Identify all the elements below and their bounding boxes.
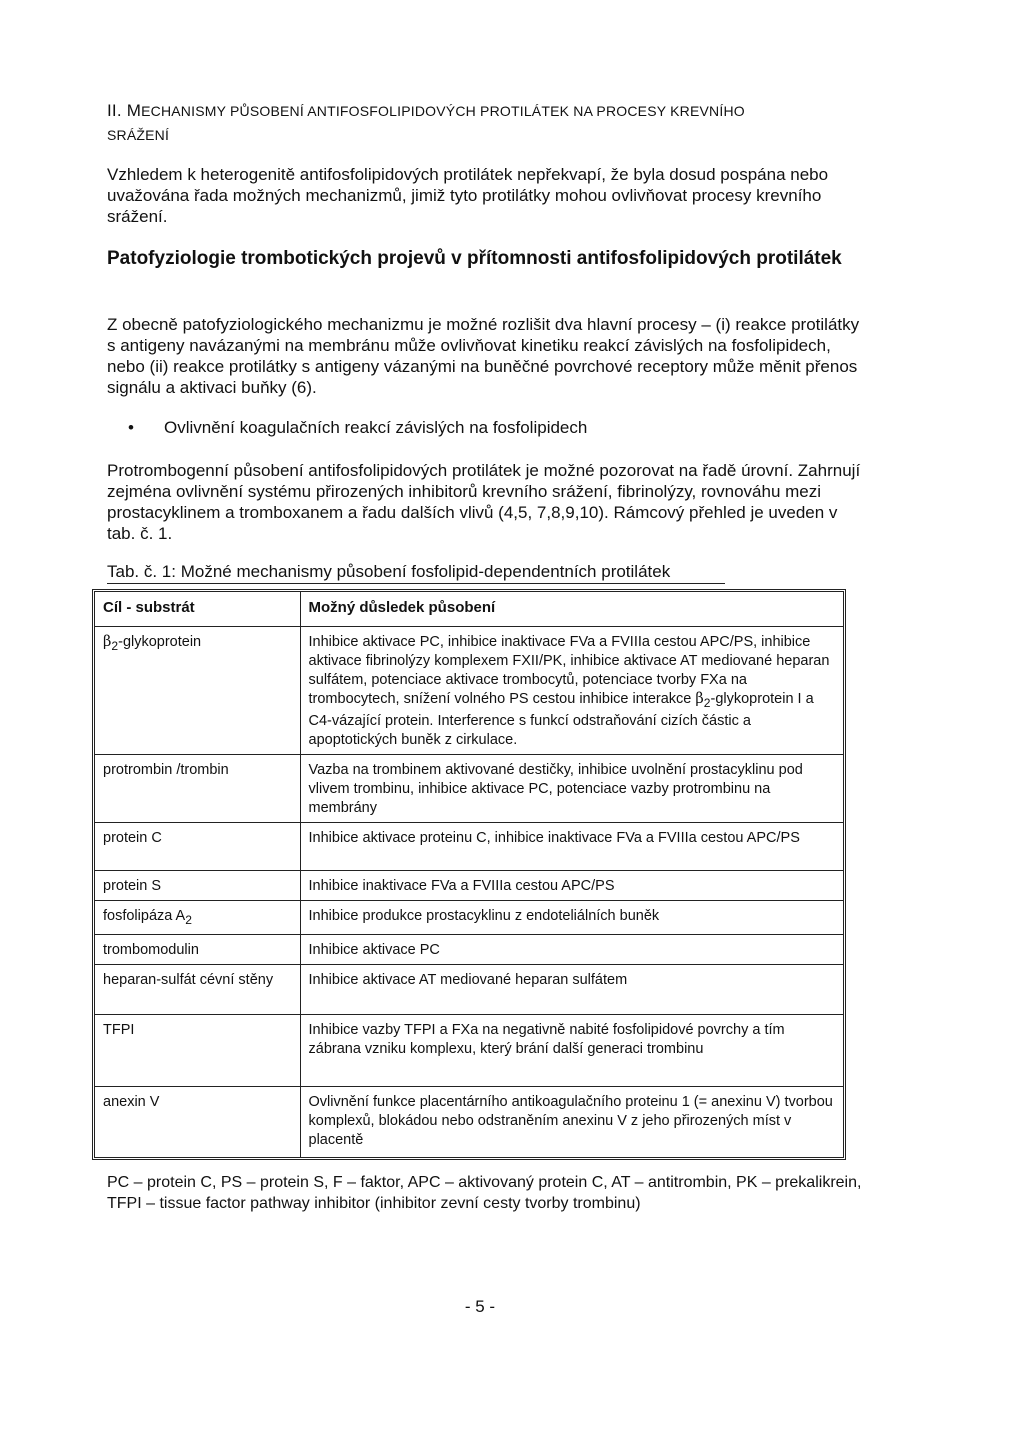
subscript: 2 [185, 913, 192, 928]
subsection-heading: Patofyziologie trombotických projevů v přítomnosti antifosfolipidových protilátek [107, 248, 842, 269]
caption-underline [107, 583, 725, 584]
table-row [95, 935, 843, 965]
table-row [95, 1087, 843, 1157]
table-caption [107, 561, 867, 582]
beta-symbol: β [695, 690, 704, 707]
subscript: 2 [111, 638, 119, 653]
cell-target: protein S [95, 871, 300, 901]
cell-target: protein C [95, 823, 300, 871]
cell-effect: Inhibice produkce prostacyklinu z endoteliálních buněk [300, 901, 843, 935]
beta-symbol: β [103, 633, 112, 650]
cell-effect-text: Inhibice aktivace PC, inhibice inaktivace FVa a FVIIIa cestou APC/PS, inhibice aktivace fibrinolýzy komplexem FXII/PK, inhibice aktivace AT mediované heparan sulfátem, potenciace aktivace trombocytů, potenciace tvorby FXa na trombocytech, snížení volného PS cestou inhibice interakce [308, 633, 830, 707]
cell-effect: Inhibice inaktivace FVa a FVIIIa cestou APC/PS [300, 871, 843, 901]
intro-paragraph: Vzhledem k heterogenitě antifosfolipidových protilátek nepřekvapí, že byla dosud pospána nebo uvažována řada možných mechanizmů, jimiž tyto protilátky mohou ovlivňovat procesy krevního srážení. [107, 165, 829, 226]
cell-effect: Inhibice vazby TFPI a FXa na negativně nabité fosfolipidové povrchy a tím zábrana vzniku komplexu, který brání další generaci trombinu [300, 1015, 843, 1087]
table-caption-text: Tab. č. 1: Možné mechanismy působení fosfolipid-dependentních protilátek [107, 562, 671, 581]
cell-effect: Inhibice aktivace AT mediované heparan sulfátem [300, 965, 843, 1015]
cell-target: trombomodulin [95, 935, 300, 965]
table-row [95, 1015, 843, 1087]
section-title [107, 99, 867, 147]
cell-target: TFPI [95, 1015, 300, 1087]
cell-target-text: -glykoprotein [118, 633, 202, 650]
cell-target [95, 901, 300, 935]
table-row [95, 965, 843, 1015]
bullet-text: Ovlivnění koagulačních reakcí závislých na fosfolipidech [164, 418, 588, 437]
table-row [95, 823, 843, 871]
table-header-row [95, 592, 843, 626]
cell-effect [300, 626, 843, 755]
cell-effect-text: -glykoprotein I a C4-vázající protein. Interference s funkcí odstraňování cizích částic a apoptotických buněk z cirkulace. [308, 690, 814, 749]
table-row [95, 755, 843, 823]
paragraph-prothrombogenic: Protrombogenní působení antifosfolipidových protilátek je možné pozorovat na řadě úrovní. Zahrnují zejména ovlivnění systému přirozených inhibitorů krevního srážení, fibrinolýzy, rovnováhu mezi prostacyklinem a tromboxanem a řadu dalších vlivů (4,5, 7,8,9,10). Rámcový přehled je uveden v tab. č. 1. [107, 461, 861, 543]
cell-effect: Ovlivnění funkce placentárního antikoagulačního proteinu 1 (= anexinu V) tvorbou komplexů, blokádou nebo odstraněním anexinu V z jeho přirozených míst v placentě [300, 1087, 843, 1157]
subscript: 2 [703, 695, 711, 710]
header-effect: Možný důsledek působení [300, 592, 843, 626]
bullet-symbol: • [128, 418, 134, 437]
mechanisms-table-frame [92, 589, 846, 1160]
mechanisms-table [95, 592, 843, 1157]
cell-effect: Inhibice aktivace proteinu C, inhibice inaktivace FVa a FVIIIa cestou APC/PS [300, 823, 843, 871]
table-row [95, 871, 843, 901]
cell-effect: Vazba na trombinem aktivované destičky, inhibice uvolnění prostacyklinu pod vlivem trombinu, inhibice aktivace PC, potenciace vazby protrombinu na membrány [300, 755, 843, 823]
header-target: Cíl - substrát [95, 592, 300, 626]
table-row [95, 626, 843, 755]
cell-target: heparan-sulfát cévní stěny [95, 965, 300, 1015]
section-title-initial: M [126, 101, 142, 120]
page-number: - 5 - [464, 1297, 496, 1316]
cell-target: protrombin /trombin [95, 755, 300, 823]
cell-target: anexin V [95, 1087, 300, 1157]
cell-target-text: fosfolipáza A [103, 908, 186, 925]
paragraph-pathophysiology: Z obecně patofyziologického mechanizmu je možné rozlišit dva hlavní procesy – (i) reakce protilátky s antigeny navázanými na membránu může ovlivňovat kinetiku reakcí závislých na fosfolipidech, nebo (ii) reakce protilátky s antigeny vázanými na buněčné povrchové receptory může měnit přenos signálu a aktivaci buňky (6). [107, 315, 860, 397]
table-row [95, 901, 843, 935]
table-footnote: PC – protein C, PS – protein S, F – faktor, APC – aktivovaný protein C, AT – antitrombin, PK – prekalikrein, TFPI – tissue factor pathway inhibitor (inhibitor zevní cesty tvorby trombinu) [107, 1174, 862, 1212]
section-title-line2: SRÁŽENÍ [107, 127, 170, 143]
cell-effect: Inhibice aktivace PC [300, 935, 843, 965]
cell-target [95, 626, 300, 755]
section-title-text: ECHANISMY PŮSOBENÍ ANTIFOSFOLIPIDOVÝCH PROTILÁTEK NA PROCESY KREVNÍHO [141, 103, 745, 119]
section-number: II. [107, 101, 122, 120]
